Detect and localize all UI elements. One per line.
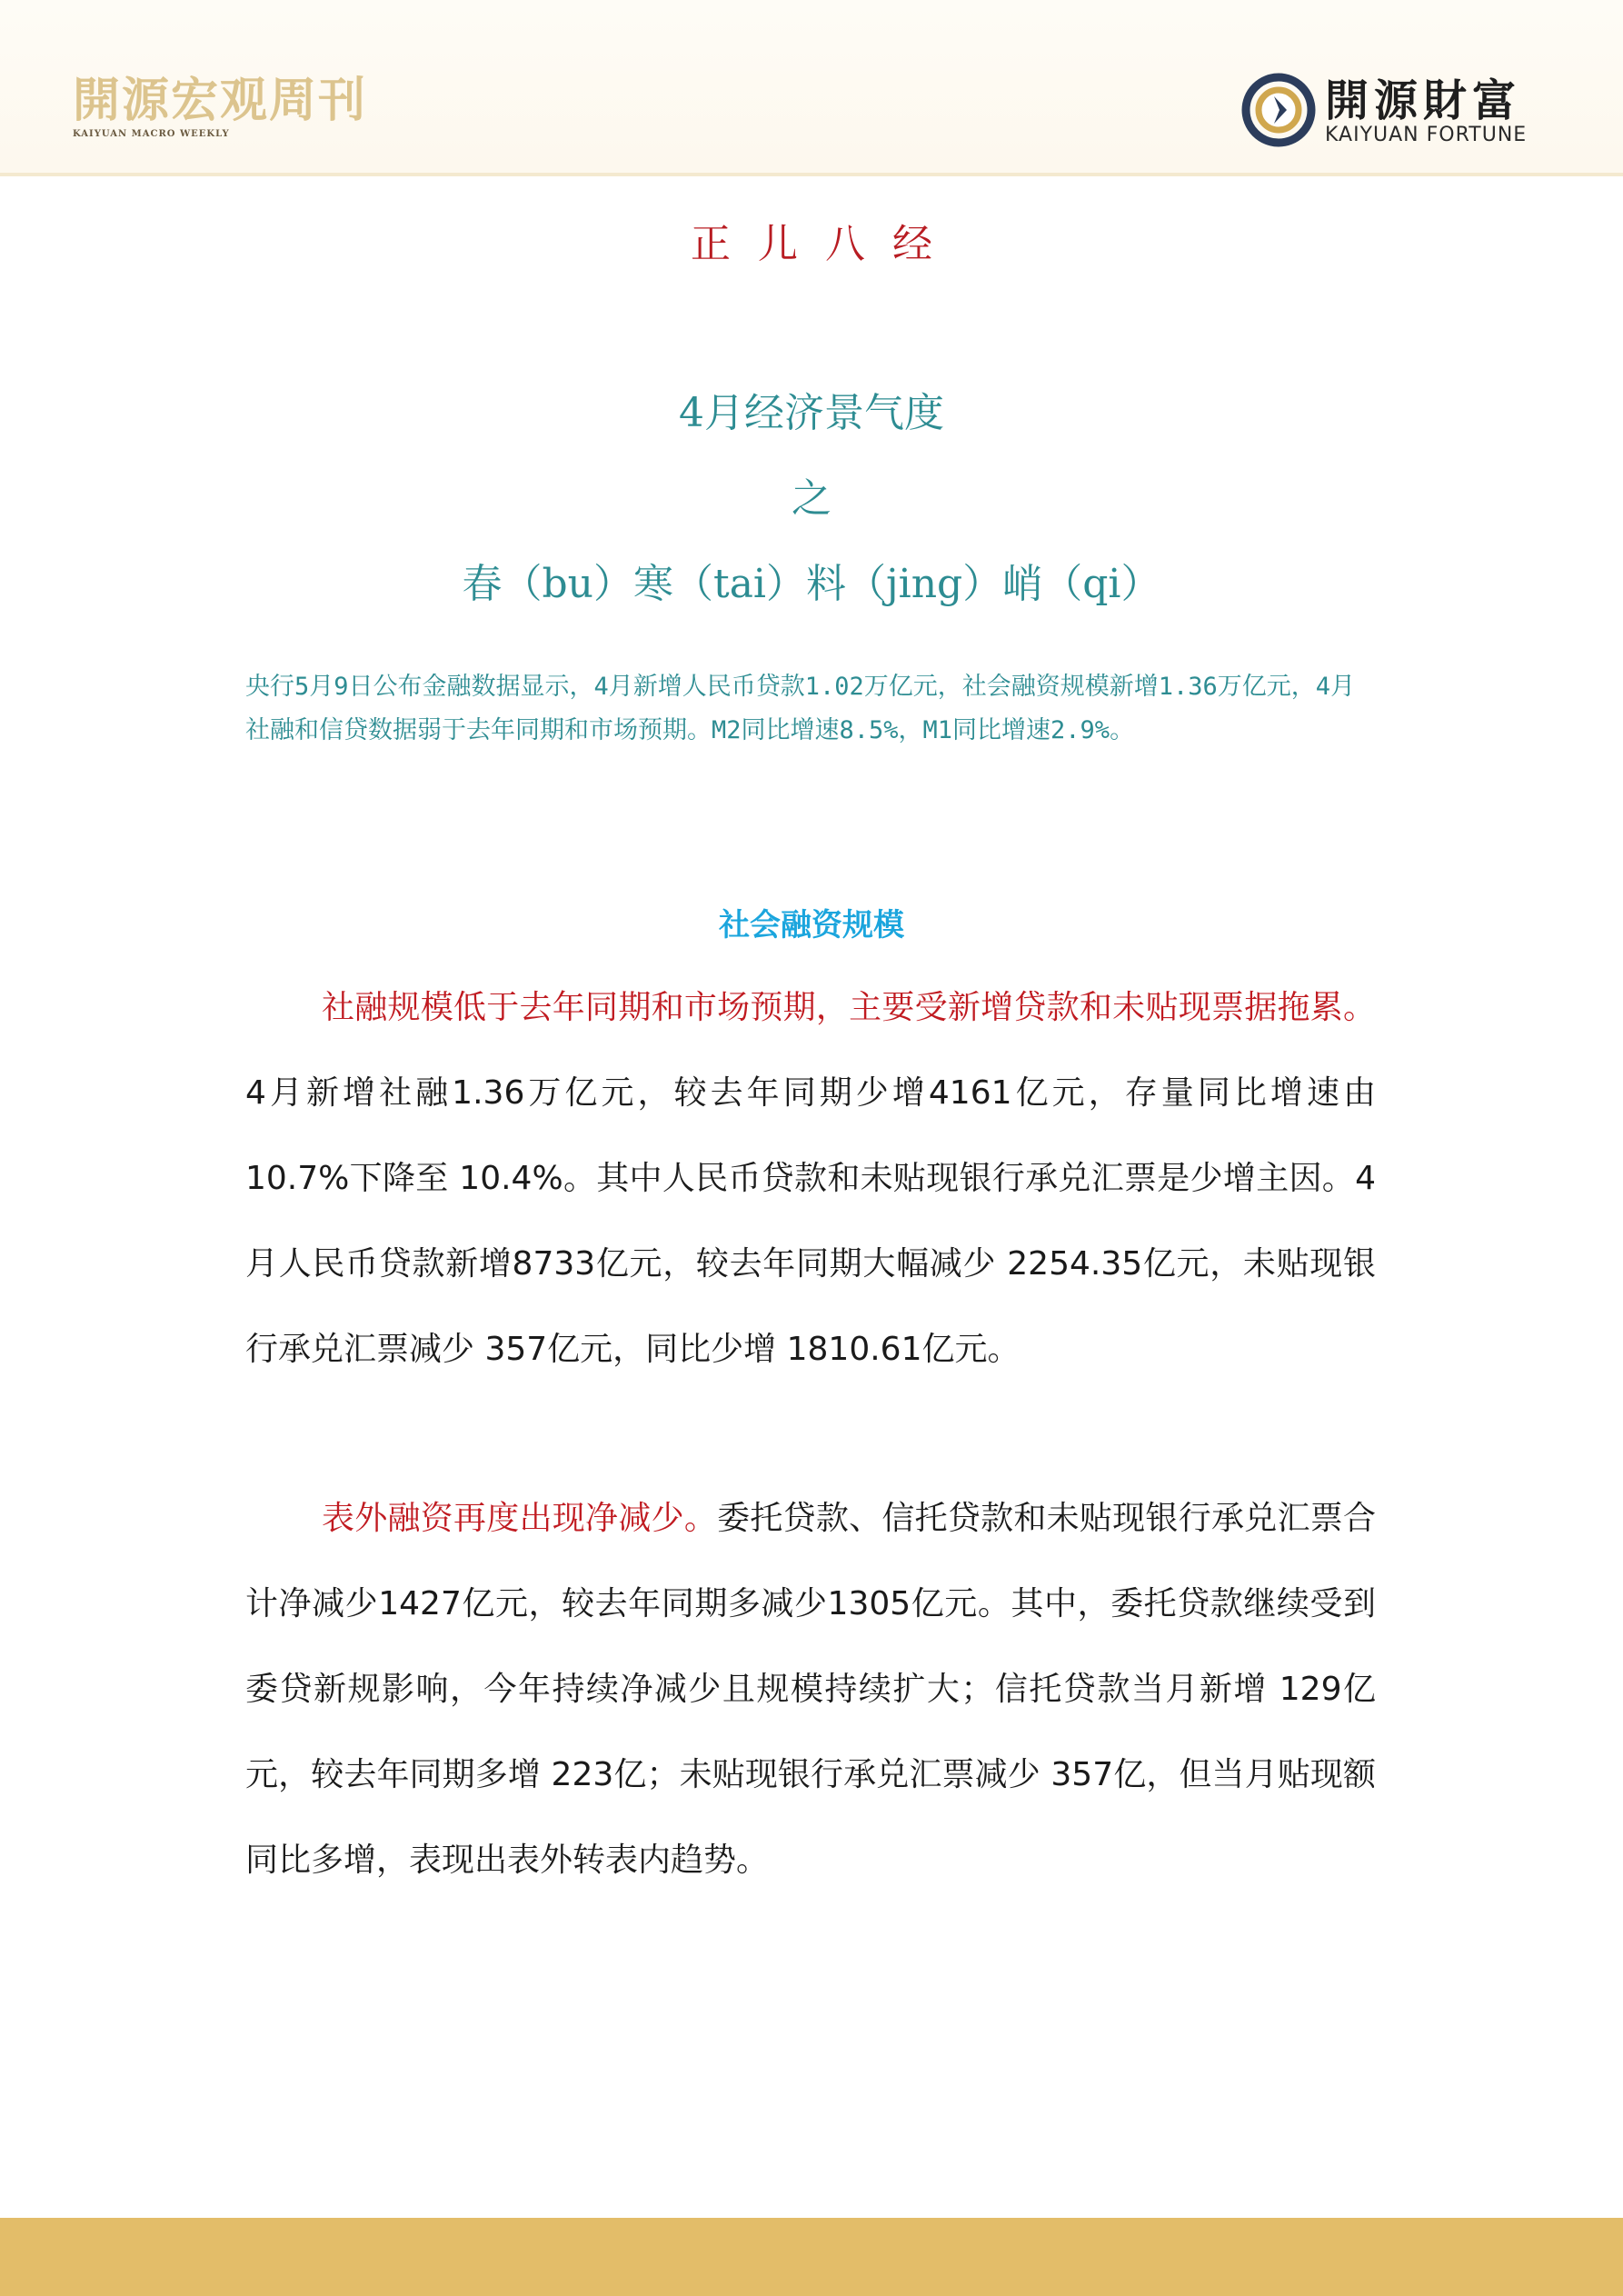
title-line-3: 春（bu）寒（tai）料（jing）峭（qi） bbox=[462, 561, 1161, 607]
publication-name-en: KAIYUAN MACRO WEEKLY bbox=[73, 129, 230, 139]
kaiyuan-logo-icon bbox=[1241, 73, 1316, 147]
section-heading: 社会融资规模 bbox=[719, 907, 904, 943]
abstract: 央行5月9日公布金融数据显示，4月新增人民币贷款1.02万亿元，社会融资规模新增1.36万亿元，4月社融和信贷数据弱于去年同期和市场预期。M2同比增速8.5%，M1同比增速2.9%。 bbox=[245, 673, 1356, 744]
publication-brand bbox=[73, 75, 367, 139]
paragraph-2 bbox=[245, 1476, 1376, 1903]
title-line-1: 4月经济景气度 bbox=[679, 390, 944, 436]
publication-name-cn: 開源宏观周刊 bbox=[73, 73, 368, 128]
column-title: 正儿八经 bbox=[691, 221, 960, 267]
paragraph-1-body: 4月新增社融1.36万亿元，较去年同期少增4161亿元，存量同比增速由 10.7%下降至 10.4%。其中人民币贷款和未贴现银行承兑汇票是少增主因。4月人民币贷款新增8733亿元，较去年同期大幅减少 2254.35亿元，未贴现银行承兑汇票减少 357亿元，同比少增 1810.61亿元。 bbox=[245, 1074, 1376, 1368]
page-header bbox=[0, 0, 1623, 176]
company-name-cn: 開源財富 bbox=[1325, 75, 1522, 126]
company-logo bbox=[1241, 73, 1550, 155]
paragraph-1-highlight: 社融规模低于去年同期和市场预期，主要受新增贷款和未贴现票据拖累。 bbox=[322, 989, 1376, 1026]
paragraph-2-highlight: 表外融资再度出现净减少。 bbox=[322, 1500, 718, 1537]
paragraph-2-body: 委托贷款、信托贷款和未贴现银行承兑汇票合计净减少1427亿元，较去年同期多减少1305亿元。其中，委托贷款继续受到委贷新规影响，今年持续净减少且规模持续扩大；信托贷款当月新增 129亿元，较去年同期多增 223亿；未贴现银行承兑汇票减少 357亿，但当月贴现额同比多增，表现出表外转表内趋势。 bbox=[245, 1500, 1376, 1879]
paragraph-1 bbox=[245, 965, 1376, 1393]
page-footer-band bbox=[0, 2218, 1623, 2296]
company-name-en: KAIYUAN FORTUNE bbox=[1325, 124, 1528, 146]
title-line-2: 之 bbox=[792, 475, 831, 522]
